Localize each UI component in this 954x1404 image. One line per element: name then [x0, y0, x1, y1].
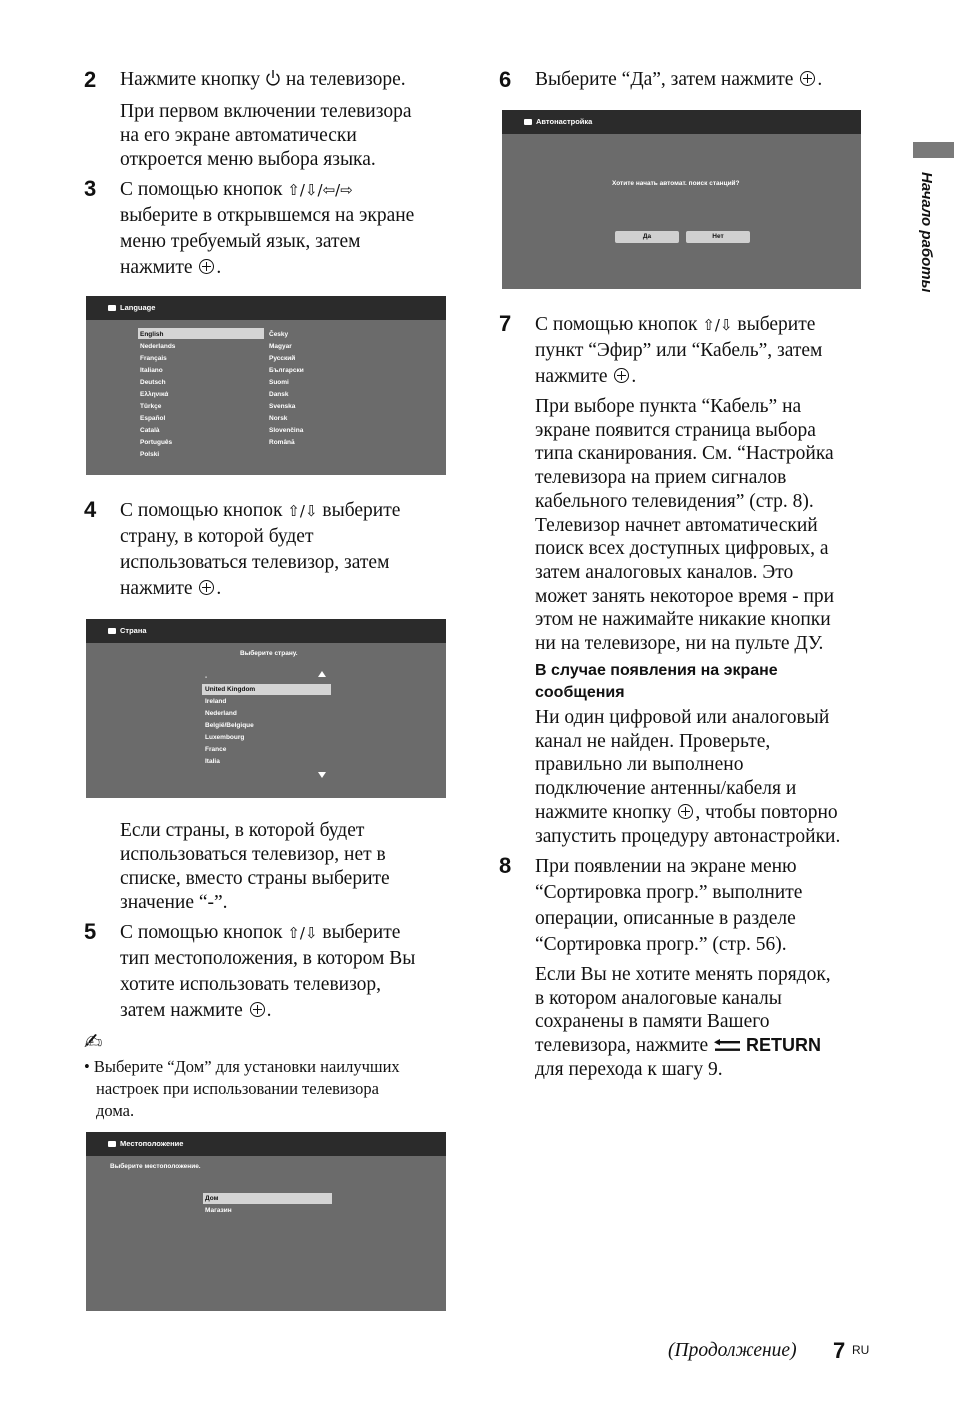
country-option[interactable]: United Kingdom [205, 686, 256, 693]
screen-title-text: Language [120, 303, 156, 312]
language-option[interactable]: Norsk [269, 415, 288, 422]
text-line: может занять некоторое время - при [535, 585, 835, 607]
step-5-instruction [120, 920, 415, 1024]
step-7-note [535, 395, 834, 656]
screen-location [86, 1132, 446, 1311]
language-option[interactable]: Polski [140, 451, 160, 458]
screen-title-bar [86, 619, 446, 643]
text-line: затем нажмите [120, 1000, 243, 1021]
country-option[interactable]: Nederland [205, 710, 237, 717]
arrow-keys-icon: ⇧/⇩/⇦/⇨ [287, 181, 353, 199]
text-line: страну, в которой будет [120, 526, 314, 547]
text-line: подключение антенны/кабеля и [535, 778, 797, 800]
tip-text [84, 1056, 400, 1122]
country-option[interactable]: Italia [205, 758, 220, 765]
text-line: нажмите [535, 366, 608, 387]
text-line: использоваться телевизор, затем [120, 552, 390, 573]
language-option[interactable]: Türkçe [140, 403, 162, 410]
country-option[interactable]: Ireland [205, 698, 227, 705]
toolbox-icon [108, 305, 116, 311]
language-option[interactable]: Deutsch [140, 379, 166, 386]
text-line: этом не нажимайте никакие кнопки [535, 609, 831, 631]
text-line: Выберите “Да”, затем нажмите [535, 69, 794, 90]
text-line: поиск всех доступных цифровых, а [535, 538, 829, 560]
language-option[interactable]: Português [140, 439, 173, 446]
text-line: сохранены в памяти Вашего [535, 1011, 770, 1033]
screen-prompt: Выберите страну. [240, 650, 298, 657]
text-line: Если страны, в которой будет [120, 820, 365, 841]
pencil-note-icon: ✍ [84, 1030, 103, 1055]
screen-title [524, 117, 592, 126]
step-7-instruction [535, 312, 822, 390]
text-line: экране появится страница выбора [535, 419, 816, 441]
language-option[interactable]: Català [140, 427, 160, 434]
text-line: для перехода к шагу 9. [535, 1058, 723, 1080]
toolbox-icon [108, 628, 116, 634]
message-subheading [535, 660, 778, 704]
enter-button-icon [199, 580, 214, 595]
language-option[interactable]: Dansk [269, 391, 289, 398]
screen-title-bar [86, 296, 446, 320]
text-line: . [631, 366, 637, 387]
text-line: Если Вы не хотите менять порядок, [535, 964, 831, 985]
language-option[interactable]: Български [269, 367, 304, 374]
text-line: При выборе пункта “Кабель” на [535, 396, 802, 417]
enter-button-icon [199, 259, 214, 274]
text-line: сообщения [535, 684, 625, 701]
step-2-number: 2 [84, 67, 97, 92]
screen-language [86, 296, 446, 475]
section-tab-marker [913, 142, 954, 158]
text-line: выберите в открывшемся на экране [120, 205, 415, 226]
language-option[interactable]: Suomi [269, 379, 289, 386]
selection-highlight [203, 1193, 332, 1204]
country-option[interactable]: België/Belgique [205, 722, 254, 729]
power-icon [265, 69, 281, 87]
step-3-number: 3 [84, 176, 97, 201]
text-line: выберите [322, 500, 401, 521]
text-line: канал не найден. Проверьте, [535, 730, 771, 752]
text-line: При первом включении телевизора [120, 101, 412, 122]
language-option[interactable]: Svenska [269, 403, 296, 410]
step-2-text-b: на телевизоре. [285, 69, 406, 90]
language-option[interactable]: Italiano [140, 367, 163, 374]
location-option[interactable]: Магазин [205, 1207, 232, 1214]
screen-title-text: Страна [120, 626, 147, 635]
text-line: хотите использовать телевизор, [120, 974, 382, 995]
step-8-instruction [535, 854, 802, 958]
page-number: 7 [833, 1338, 846, 1363]
screen-title-bar [502, 110, 861, 134]
text-line: на его экране автоматически [120, 125, 357, 146]
scroll-down-icon[interactable] [318, 772, 326, 778]
text-line: С помощью кнопок [120, 179, 283, 200]
text-line: . [216, 257, 222, 278]
language-option[interactable]: Magyar [269, 343, 292, 350]
text-line: “Сортировка прогр.” выполните [535, 882, 803, 903]
text-line: нажмите [120, 578, 193, 599]
language-option[interactable]: Русский [269, 355, 296, 362]
text-line: в котором аналоговые каналы [535, 987, 782, 1009]
language-option[interactable]: Ελληνικά [140, 391, 169, 398]
enter-button-icon [678, 804, 693, 819]
step-7-number: 7 [499, 311, 512, 336]
text-line: . [817, 69, 823, 90]
step-4-instruction [120, 498, 400, 602]
step-2-instruction [120, 68, 406, 92]
enter-button-icon [800, 71, 815, 86]
step-8-number: 8 [499, 853, 512, 878]
text-line: кабельного телевидения” (стр. 8). [535, 490, 814, 512]
text-line: правильно ли выполнено [535, 754, 744, 776]
return-button-label: RETURN [745, 1035, 821, 1056]
text-line: телевизора, нажмите [535, 1035, 709, 1057]
toolbox-icon [108, 1141, 116, 1147]
text-line: нажмите кнопку [535, 801, 672, 823]
text-line: При появлении на экране меню [535, 856, 797, 877]
scroll-up-icon[interactable] [318, 671, 326, 677]
text-line: В случае появления на экране [535, 662, 778, 679]
screen-title-text: Автонастройка [536, 117, 593, 126]
step-6-instruction [535, 68, 822, 92]
text-line: ни на телевизоре, ни на пульте ДУ. [535, 633, 824, 655]
text-line: использоваться телевизор, нет в [120, 844, 386, 865]
yes-button[interactable]: Да [615, 231, 679, 243]
screen-title [108, 626, 147, 635]
no-button[interactable]: Нет [686, 231, 750, 243]
step-4-note [120, 819, 390, 915]
step-3-instruction [120, 177, 414, 281]
text-line: С помощью кнопок [120, 500, 283, 521]
arrow-keys-icon: ⇧/⇩ [702, 316, 733, 334]
step-2-text-a: Нажмите кнопку [120, 69, 261, 90]
text-line: нажмите [120, 257, 193, 278]
screen-prompt: Хотите начать автомат. поиск станций? [612, 180, 740, 187]
text-line: выберите [737, 314, 816, 335]
text-line: телевизора на прием сигналов [535, 467, 787, 489]
country-option[interactable]: France [205, 746, 227, 753]
section-tab-label: Начало работы [918, 172, 935, 293]
return-icon [713, 1039, 741, 1053]
text-line: откроется меню выбора языка. [120, 149, 376, 170]
screen-auto-tuning [502, 110, 861, 289]
screen-title [108, 1139, 183, 1148]
language-option[interactable]: Nederlands [140, 343, 176, 350]
enter-button-icon [614, 368, 629, 383]
text-line: выберите [322, 922, 401, 943]
text-line: тип местоположения, в котором Вы [120, 948, 416, 969]
text-line: , чтобы повторно [695, 801, 838, 823]
text-line: . [216, 578, 222, 599]
text-line: списке, вместо страны выберите [120, 868, 390, 889]
arrow-keys-icon: ⇧/⇩ [287, 924, 318, 942]
step-4-number: 4 [84, 497, 97, 522]
step-8-note [535, 963, 831, 1082]
country-option[interactable]: Luxembourg [205, 734, 245, 741]
screen-prompt: Выберите местоположение. [110, 1163, 201, 1170]
text-line: пункт “Эфир” или “Кабель”, затем [535, 340, 823, 361]
screen-country [86, 619, 446, 798]
step-5-number: 5 [84, 919, 97, 944]
toolbox-icon [524, 119, 532, 125]
screen-title-bar [86, 1132, 446, 1156]
text-line: настроек при использовании телевизора [96, 1079, 380, 1098]
language-option[interactable]: English [140, 331, 164, 338]
text-line: операции, описанные в разделе [535, 908, 796, 929]
text-line: дома. [96, 1101, 135, 1120]
text-line: Ни один цифровой или аналоговый [535, 707, 830, 728]
language-option[interactable]: Română [269, 439, 295, 446]
step-6-number: 6 [499, 67, 512, 92]
text-line: затем аналоговых каналов. Это [535, 561, 794, 583]
text-line: типа сканирования. См. “Настройка [535, 443, 834, 465]
language-option[interactable]: Česky [269, 331, 289, 338]
continued-label: (Продолжение) [668, 1340, 797, 1361]
location-option[interactable]: Дом [205, 1195, 219, 1202]
screen-title-text: Местоположение [120, 1139, 184, 1148]
language-option[interactable]: Français [140, 355, 167, 362]
text-line: С помощью кнопок [535, 314, 698, 335]
text-line: С помощью кнопок [120, 922, 283, 943]
page-lang: RU [852, 1343, 870, 1357]
screen-title [108, 303, 155, 312]
text-line: Телевизор начнет автоматический [535, 514, 818, 536]
language-option[interactable]: Slovenčina [269, 427, 304, 434]
step-2-note [120, 100, 411, 172]
text-line: • Выберите “Дом” для установки наилучших [84, 1057, 400, 1076]
text-line: “Сортировка прогр.” (стр. 56). [535, 934, 787, 955]
arrow-keys-icon: ⇧/⇩ [287, 502, 318, 520]
step-7-message [535, 706, 840, 848]
text-line: значение “-”. [120, 892, 228, 913]
enter-button-icon [250, 1002, 265, 1017]
text-line: меню требуемый язык, затем [120, 231, 361, 252]
text-line: запустить процедуру автонастройки. [535, 825, 841, 847]
text-line: . [266, 1000, 272, 1021]
country-option[interactable]: - [205, 674, 208, 681]
language-option[interactable]: Español [140, 415, 166, 422]
